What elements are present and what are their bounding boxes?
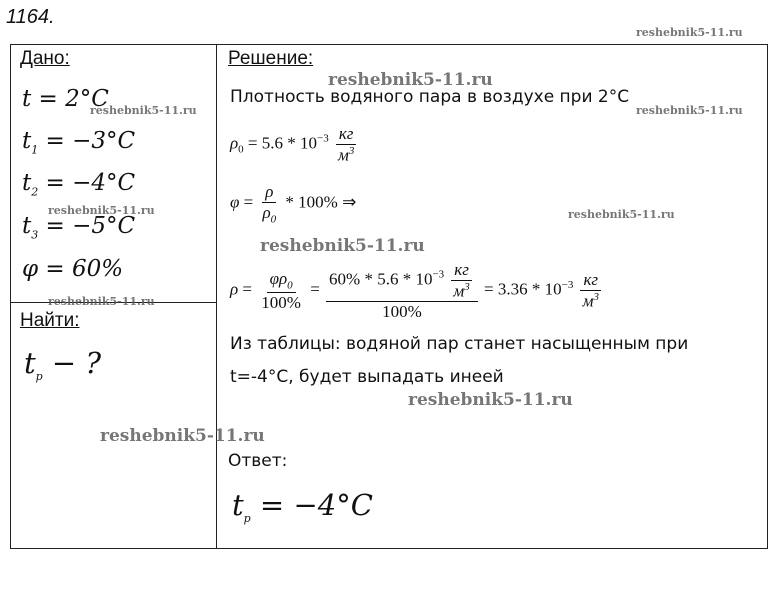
given-t2: $t_2 = -4^\circ C$ [22, 170, 136, 199]
watermark: reshebnik5-11.ru [328, 70, 493, 90]
find-heading: Найти: [20, 310, 80, 331]
frost-conclusion: t=-4°C, будет выпадать инеей [230, 367, 504, 387]
answer-heading: Ответ: [228, 451, 288, 471]
solution-heading: Решение: [228, 48, 314, 69]
table-conclusion: Из таблицы: водяной пар станет насыщенным при [230, 334, 689, 354]
given-t3: $t_3 = -5^\circ C$ [22, 213, 136, 242]
phi-formula: φ = $\frac{\rho}{\rho_0}$ * 100% ⇒ [230, 182, 357, 225]
solution-intro: Плотность водяного пара в воздухе при 2°С [230, 87, 630, 107]
watermark: reshebnik5-11.ru [568, 208, 675, 221]
watermark: reshebnik5-11.ru [636, 104, 743, 117]
watermark: reshebnik5-11.ru [48, 295, 155, 308]
find-item: $t_p$ − ? [24, 346, 101, 383]
given-heading: Дано: [20, 48, 70, 69]
problem-number: 1164. [6, 6, 55, 28]
watermark: reshebnik5-11.ru [408, 390, 573, 410]
given-t1: $t_1 = -3^\circ C$ [22, 128, 136, 157]
rho0-formula: $\rho_0 = 5.6 * 10^{-3}$ $\frac{кг}{м^3}$ [230, 124, 359, 165]
answer-value: $t_p = -4^\circ C$ [232, 488, 373, 525]
watermark: reshebnik5-11.ru [48, 204, 155, 217]
rho-formula: ρ = $\frac{\varphi\rho_0}{100\%}$ = $60\% * 5.6 * 10^{-3}$ $\frac{кг}{м^3}$ 100% = $3.36 * 10^{-3}$ $\frac{кг}{м^3}$ [230, 260, 604, 321]
given-humidity: φ = 60% [22, 256, 124, 282]
given-temperature: t = 2°C [22, 86, 109, 112]
watermark: reshebnik5-11.ru [636, 26, 743, 39]
watermark: reshebnik5-11.ru [260, 236, 425, 256]
watermark: reshebnik5-11.ru [90, 104, 197, 117]
table-divider-vertical [216, 44, 217, 549]
watermark: reshebnik5-11.ru [100, 426, 265, 446]
